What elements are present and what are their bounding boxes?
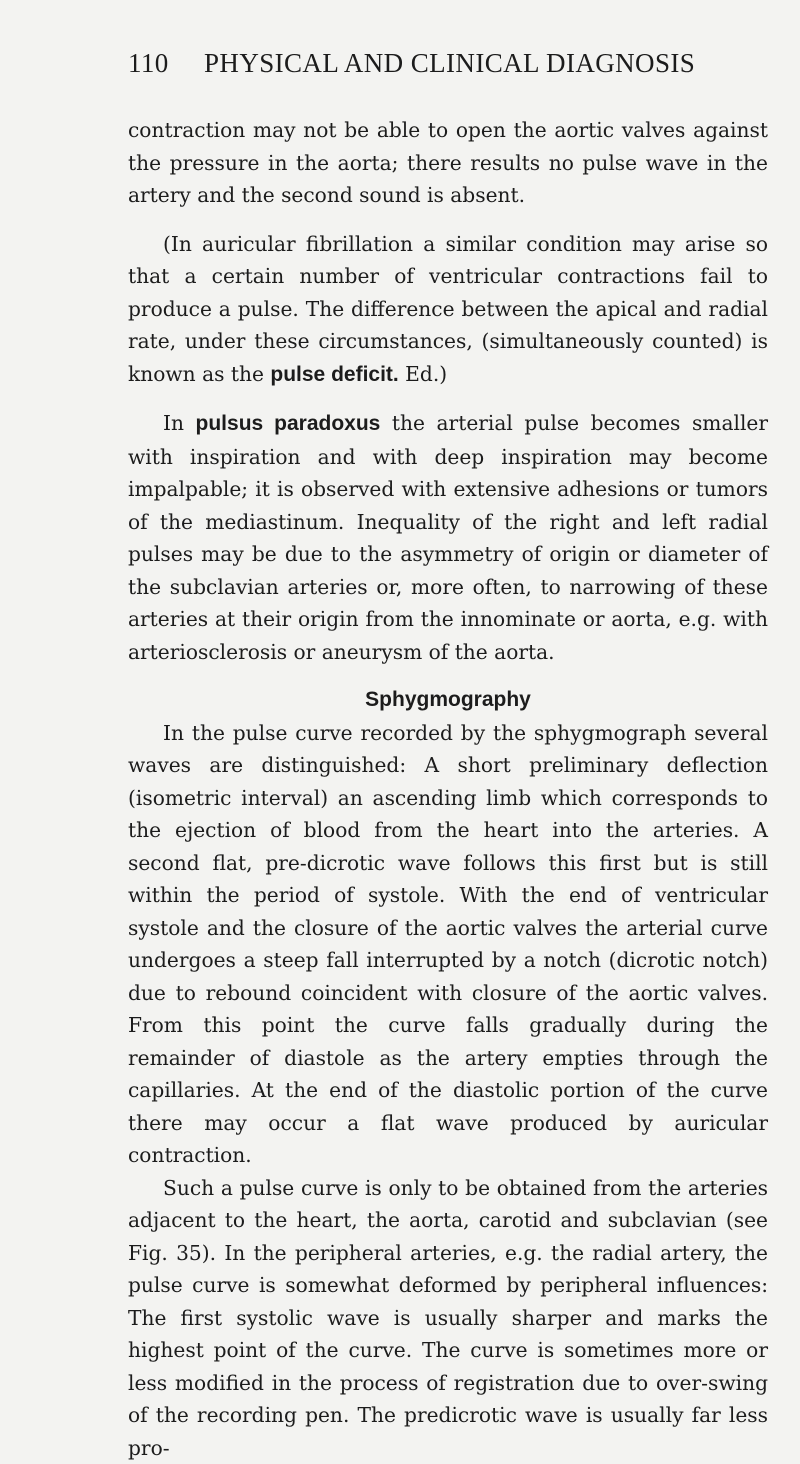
running-title: PHYSICAL AND CLINICAL DIAGNOSIS	[204, 48, 695, 79]
paragraph-auricular-fibrillation	[128, 228, 768, 392]
term-pulsus-paradoxus: pulsus paradoxus	[196, 412, 381, 435]
page-number: 110	[128, 48, 204, 79]
paragraph-pulsus-paradoxus	[128, 407, 768, 668]
section-heading-sphygmography: Sphygmography	[128, 684, 768, 717]
paragraph-text: Ed.)	[399, 362, 447, 386]
paragraph-peripheral-arteries: Such a pulse curve is only to be obtained from the arteries adjacent to the heart, the aorta, carotid and subclavian (see Fig. 35). In the peripheral arteries, e.g. the radial artery, the pulse curve is somewhat deformed by peripheral influences: The first systolic wave is usually sharper and marks the highest point of the curve. The curve is sometimes more or less modified in the process of registration due to over-swing of the recording pen. The predicrotic wave is usually far less pro-	[128, 1172, 768, 1464]
paragraph-text: the arterial pulse becomes smaller with inspiration and with deep inspiration may become impalpable; it is observed with extensive adhesions or tumors of the mediastinum. Inequality of the right and left radial pulses may be due to the asymmetry of origin or diameter of the subclavian arteries or, more often, to narrowing of these arteries at their origin from the innominate or aorta, e.g. with arteriosclerosis or aneurysm of the aorta.	[128, 411, 768, 664]
paragraph-continuation: contraction may not be able to open the aortic valves against the pressure in the aorta; there results no pulse wave in the artery and the second sound is absent.	[128, 114, 768, 212]
paragraph-text: In	[163, 411, 196, 435]
term-pulse-deficit: pulse deficit.	[270, 363, 398, 386]
running-header	[128, 48, 768, 88]
paragraph-text: (In auricular fibrillation a similar condition may arise so that a certain number of ventricular contractions fail to produce a pulse. The difference between the apical and radial rate, under these circumstances, (simultaneously counted) is known as the	[128, 232, 768, 386]
body-text	[128, 114, 768, 1464]
paragraph-pulse-curve: In the pulse curve recorded by the sphygmograph several waves are distinguished: A short preliminary deflection (isometric interval) an ascending limb which corresponds to the ejection of blood from the heart into the arteries. A second flat, pre-dicrotic wave follows this first but is still within the period of systole. With the end of ventricular systole and the closure of the aortic valves the arterial curve undergoes a steep fall interrupted by a notch (dicrotic notch) due to rebound coincident with closure of the aortic valves. From this point the curve falls gradually during the remainder of diastole as the artery empties through the capillaries. At the end of the diastolic portion of the curve there may occur a flat wave produced by auricular contraction.	[128, 717, 768, 1172]
book-page	[128, 48, 768, 1464]
